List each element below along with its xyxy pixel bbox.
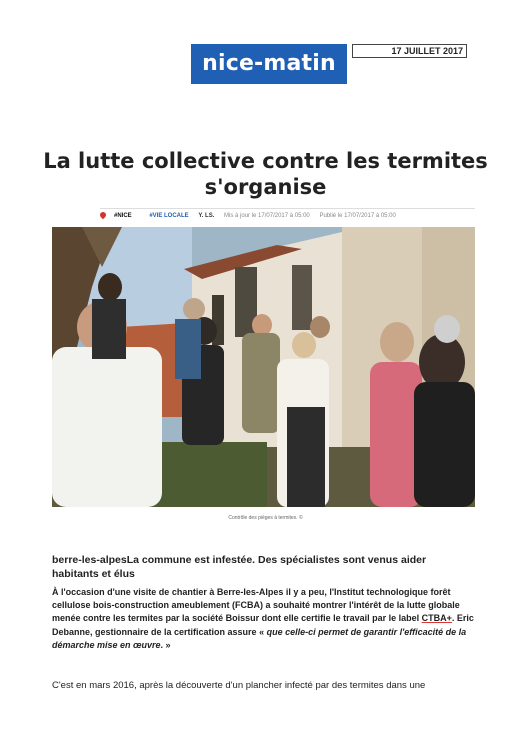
updated-date: Publié le 17/07/2017 à 05:00 bbox=[319, 213, 396, 219]
location-pin-icon bbox=[99, 211, 107, 219]
article-lead: berre-les-alpesLa commune est infestée. Des spécialistes sont venus aider habitants et élus bbox=[52, 554, 427, 580]
paragraph-1-text-b: . Eric Debanne, gestionnaire de la certification assure « bbox=[52, 613, 474, 637]
article-photo bbox=[52, 227, 475, 507]
author: Y. LS. bbox=[198, 213, 215, 219]
paragraph-1-text-a: À l'occasion d'une visite de chantier à Berre-les-Alpes il y a peu, l'Institut technologique forêt cellulose bois-construction ameublement (FCBA) a souhaité montrer l'intérêt de la lutte globale menée contre les termites par la société Boissur dont elle certifie le travail par le label bbox=[52, 587, 460, 624]
publication-date: 17 JUILLET 2017 bbox=[352, 44, 467, 58]
article-meta-bar bbox=[100, 208, 475, 223]
newspaper-logo: nice-matin bbox=[191, 44, 347, 84]
paragraph-1-quote: que celle-ci permet de garantir l'efficacité de la démarche mise en œuvre bbox=[52, 626, 467, 650]
section-tag[interactable]: #VIE LOCALE bbox=[149, 213, 189, 219]
photo-caption: Contrôle des pièges à termites. © bbox=[228, 515, 303, 521]
article-headline: La lutte collective contre les termites s'organise bbox=[43, 149, 488, 199]
paragraph-1-text-c: . » bbox=[160, 639, 171, 650]
location-tag[interactable] bbox=[100, 213, 140, 219]
ctba-label-link[interactable]: CTBA+ bbox=[421, 613, 452, 624]
published-date: Mis à jour le 17/07/2017 à 05:00 bbox=[224, 213, 310, 219]
article-paragraph-2: C'est en mars 2016, après la découverte d'un plancher infecté par des termites dans une bbox=[52, 680, 426, 691]
city-tag[interactable]: #NICE bbox=[114, 213, 132, 219]
article-paragraph-1 bbox=[52, 586, 477, 652]
